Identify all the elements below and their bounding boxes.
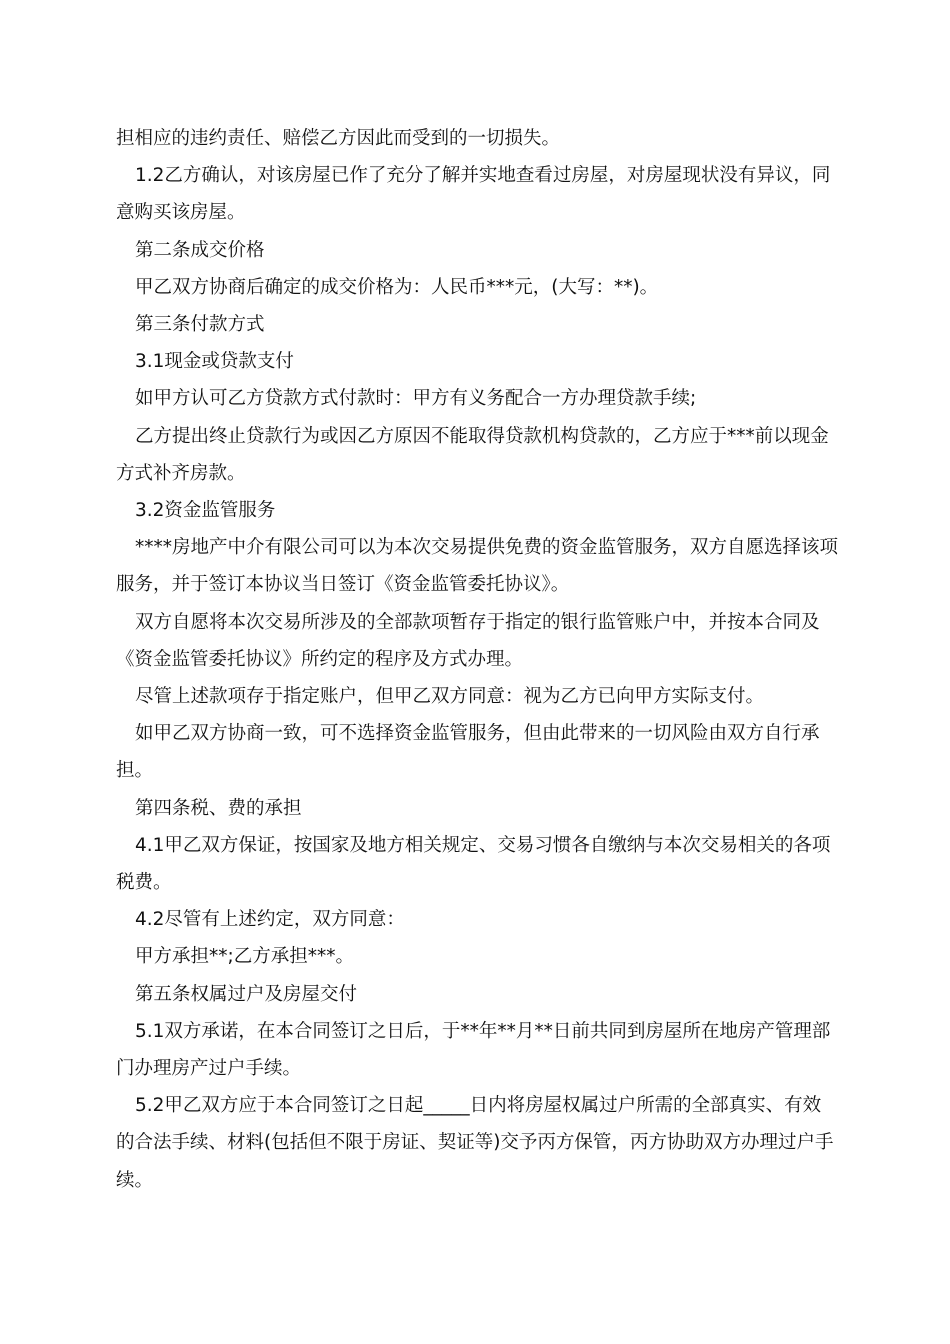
paragraph-10: ****房地产中介有限公司可以为本次交易提供免费的资金监管服务，双方自愿选择该项服务，并于签订本协议当日签订《资金监管委托协议》。	[116, 537, 839, 596]
paragraph-12: 尽管上述款项存于指定账户，但甲乙双方同意：视为乙方已向甲方实际支付。	[135, 686, 765, 708]
paragraph-13: 如甲乙双方协商一致，可不选择资金监管服务，但由此带来的一切风险由双方自行承担。	[116, 723, 820, 782]
section-heading-5: 第五条权属过户及房屋交付	[135, 983, 358, 1005]
subsection-4-2: 4.2尽管有上述约定，双方同意：	[135, 909, 405, 931]
subsection-5-2: 5.2甲乙双方应于本合同签订之日起_____日内将房屋权属过户所需的全部真实、有效的合法手续、材料(包括但不限于房证、契证等)交予丙方保管，丙方协助双方办理过户手续。	[116, 1095, 834, 1191]
paragraph-17: 甲方承担**;乙方承担***。	[135, 946, 354, 968]
paragraph-2: 1.2乙方确认，对该房屋已作了充分了解并实地查看过房屋，对房屋现状没有异议，同意购买该房屋。	[116, 165, 831, 224]
section-heading-3: 第三条付款方式	[135, 314, 265, 336]
paragraph-1: 担相应的违约责任、赔偿乙方因此而受到的一切损失。	[116, 128, 561, 149]
paragraph-4: 甲乙双方协商后确定的成交价格为：人民币***元，(大写：**)。	[135, 276, 659, 298]
document-body	[116, 120, 838, 1199]
subsection-3-2: 3.2资金监管服务	[135, 500, 276, 522]
subsection-5-1: 5.1双方承诺，在本合同签订之日后，于**年**月**日前共同到房屋所在地房产管理部门办理房产过户手续。	[116, 1020, 831, 1080]
section-heading-2: 第二条成交价格	[135, 239, 265, 261]
paragraph-7: 如甲方认可乙方贷款方式付款时：甲方有义务配合一方办理贷款手续;	[135, 388, 697, 410]
section-heading-4: 第四条税、费的承担	[135, 797, 302, 819]
paragraph-8: 乙方提出终止贷款行为或因乙方原因不能取得贷款机构贷款的，乙方应于***前以现金方式补齐房款。	[116, 425, 829, 484]
subsection-3-1: 3.1现金或贷款支付	[135, 351, 294, 373]
paragraph-11: 双方自愿将本次交易所涉及的全部款项暂存于指定的银行监管账户中，并按本合同及《资金监管委托协议》所约定的程序及方式办理。	[116, 611, 820, 670]
subsection-4-1: 4.1甲乙双方保证，按国家及地方相关规定、交易习惯各自缴纳与本次交易相关的各项税费。	[116, 834, 831, 894]
